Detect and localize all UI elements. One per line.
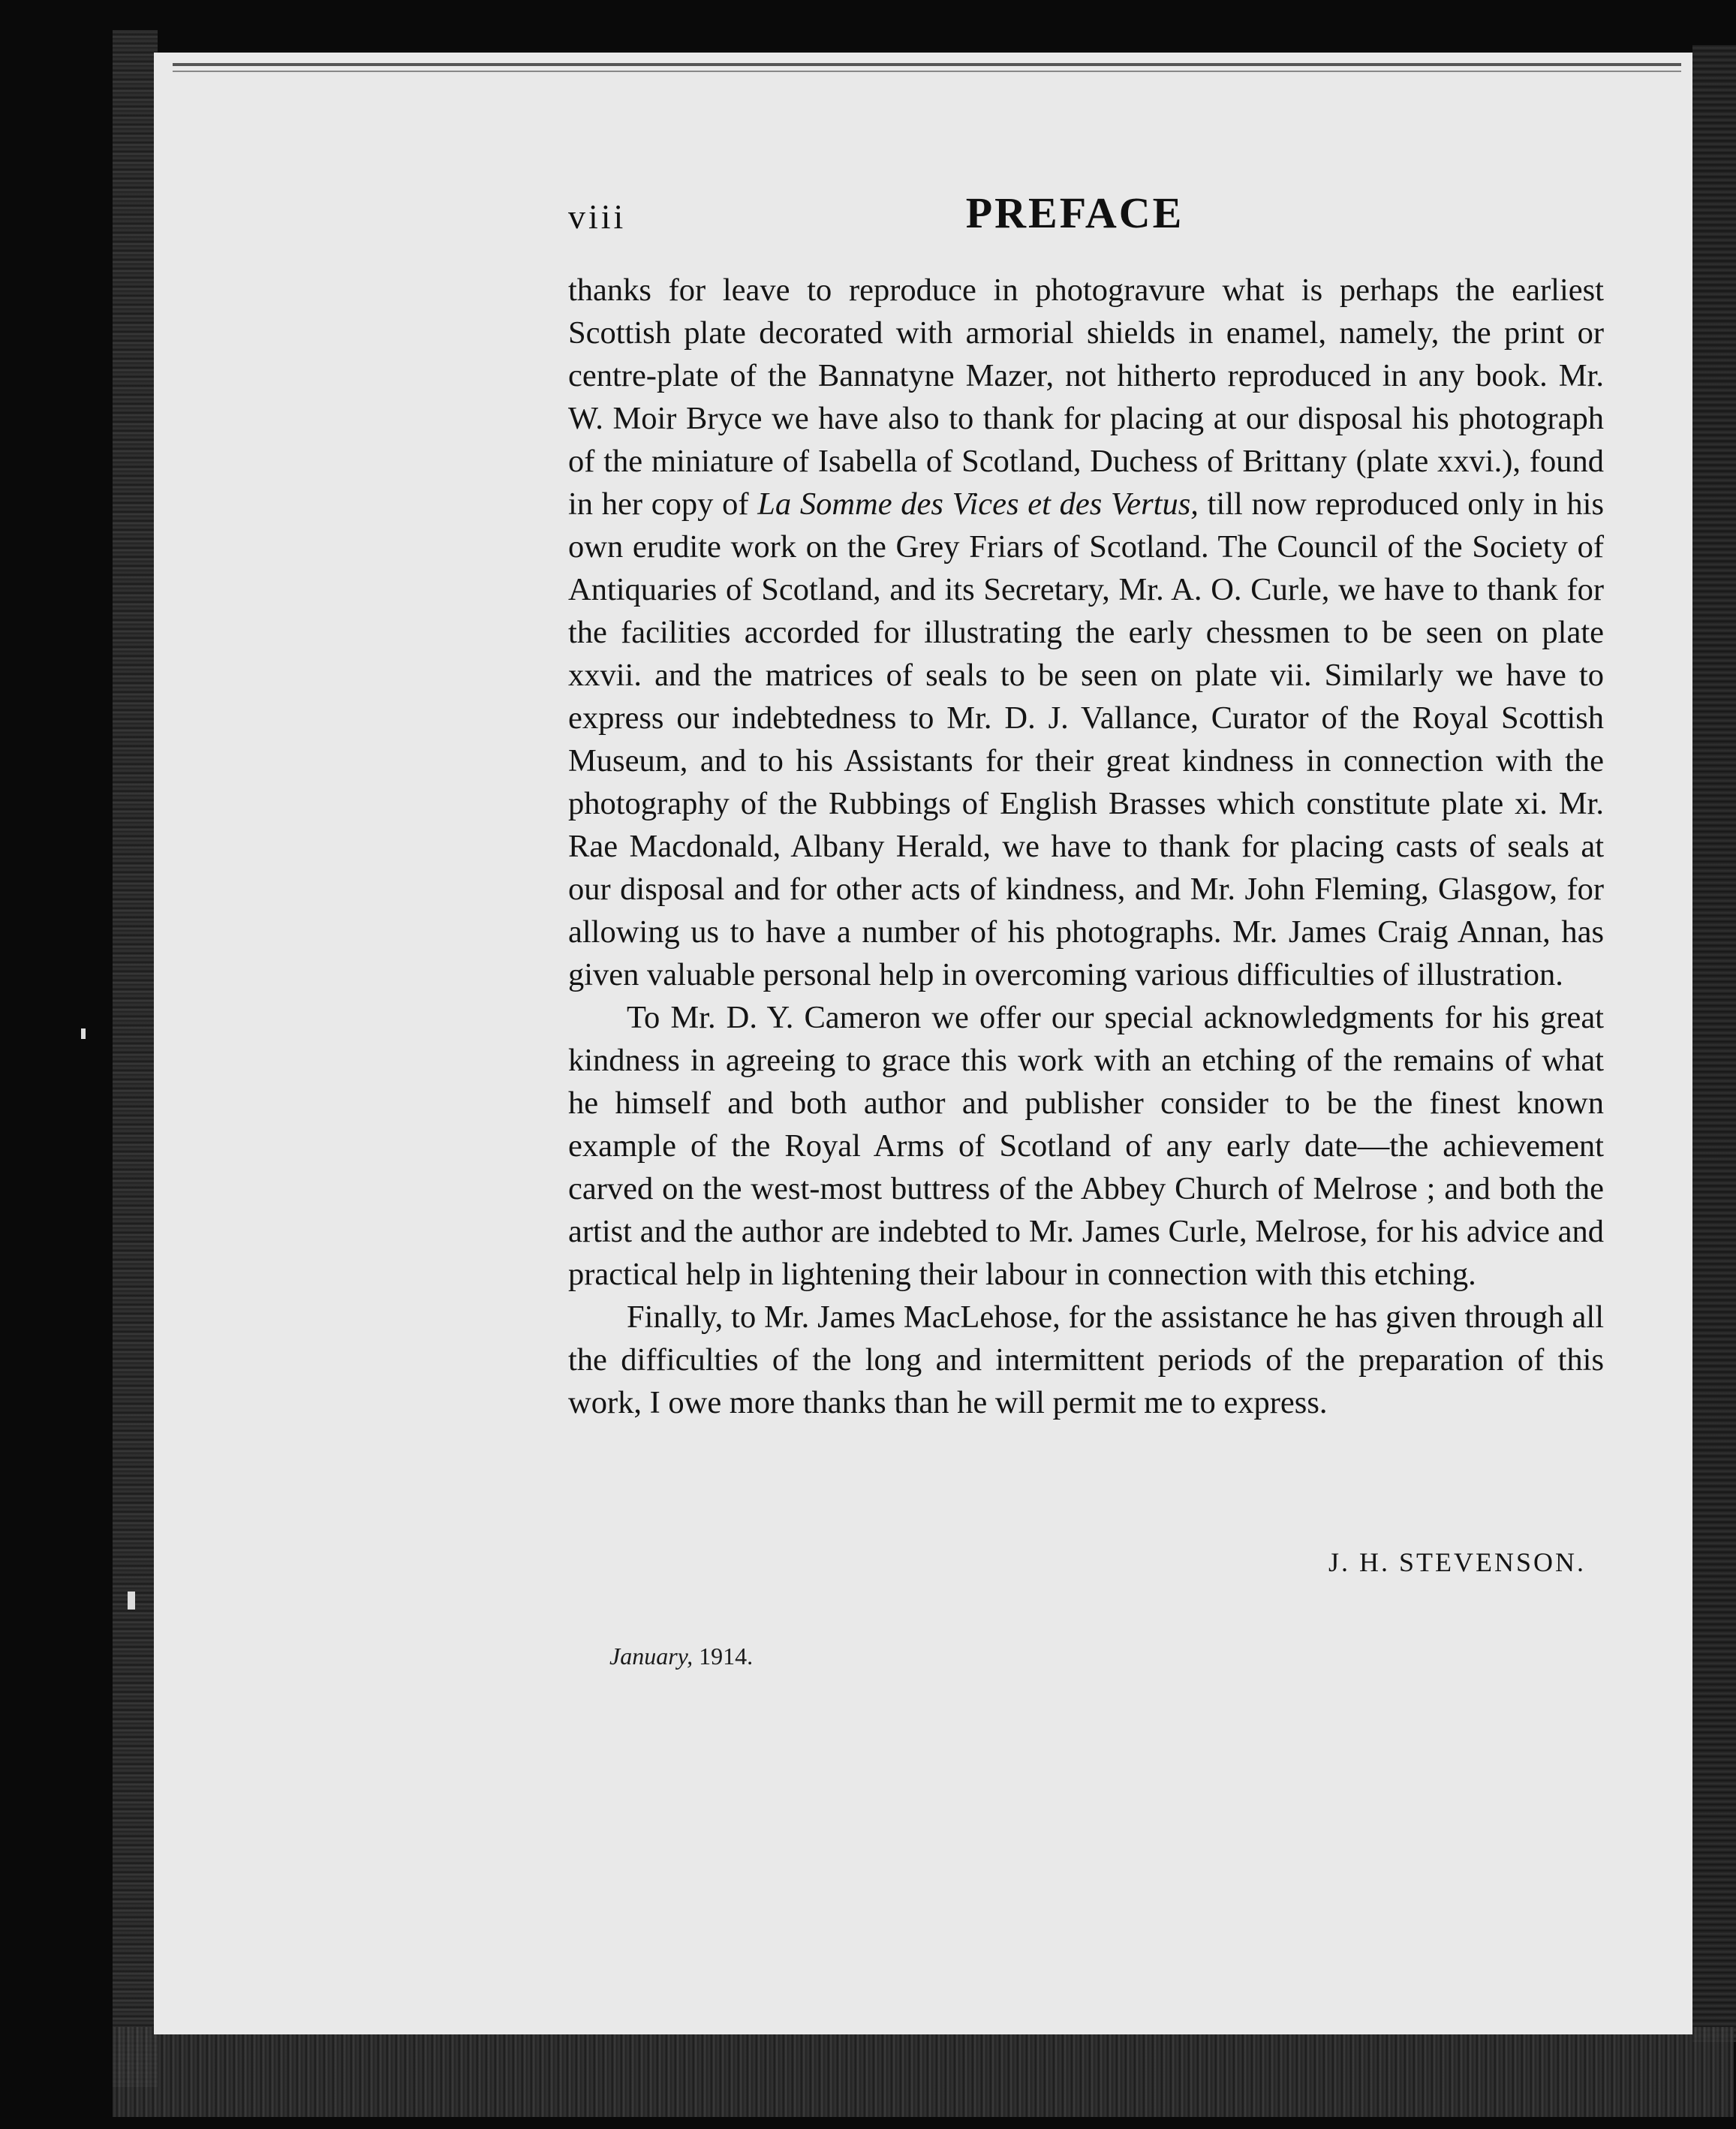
italic-title: La Somme des Vices et des Vertus,	[757, 486, 1199, 522]
paragraph-text: thanks for leave to reproduce in photogravure what is perhaps the earliest Scottish plate decorated with armorial shields in enamel, namely, the print or centre-plate of the Bannatyne Mazer, not hitherto reproduced in any book. Mr. W. Moir Bryce we have also to thank for placing at our disposal his photograph of the miniature of Isabella of Scotland, Duchess of Brittany (plate xxvi.), found in her copy of	[568, 273, 1604, 522]
paragraph-text: till now reproduced only in his own erudite work on the Grey Friars of Scotland. The Council of the Society of Antiquaries of Scotland, and its Secretary, Mr. A. O. Curle, we have to thank for the facilities accorded for illustrating the early chessmen to be seen on plate xxvii. and the matrices of seals to be seen on plate vii. Similarly we have to express our indebtedness to Mr. D. J. Vallance, Curator of the Royal Scottish Museum, and to his Assistants for their great kindness in connection with the photography of the Rubbings of English Brasses which constitute plate xi. Mr. Rae Macdonald, Albany Herald, we have to thank for placing casts of seals at our disposal and for other acts of kindness, and Mr. John Fleming, Glasgow, for allowing us to have a number of his photographs. Mr. James Craig Annan, has given valuable personal help in overcoming various difficulties of illustration.	[568, 486, 1604, 992]
paragraph-text: To Mr. D. Y. Cameron we offer our special acknowledgments for his great kindness in agreeing to grace this work with an etching of the remains of what he himself and both author and publisher consider to be the finest known example of the Royal Arms of Scotland of any early date—the achievement carved on the west-most buttress of the Abbey Church of Melrose ; and both the artist and the author are indebted to Mr. James Curle, Melrose, for his advice and practical help in lightening their labour in connection with this etching.	[568, 1000, 1604, 1292]
book-binding-edge	[113, 30, 158, 2087]
running-head	[568, 188, 1581, 248]
paragraph-text: Finally, to Mr. James MacLehose, for the assistance he has given through all the difficulties of the long and intermittent periods of the preparation of this work, I owe more thanks than he will permit me to express.	[568, 1299, 1604, 1420]
preface-paragraph	[568, 1296, 1604, 1424]
top-rule-secondary	[173, 71, 1681, 72]
page-title: PREFACE	[965, 188, 1184, 237]
preface-paragraph	[568, 996, 1604, 1296]
preface-body	[568, 269, 1604, 1424]
book-right-edge	[1692, 45, 1736, 2042]
author-signature: J. H. STEVENSON.	[1328, 1547, 1587, 1577]
scan-speck	[128, 1591, 135, 1610]
page-number: viii	[568, 197, 627, 236]
dateline-year: 1914.	[699, 1643, 754, 1670]
dateline-month: January,	[609, 1643, 693, 1670]
scan-speck	[81, 1028, 86, 1039]
book-bottom-edge	[113, 2027, 1734, 2117]
preface-paragraph	[568, 269, 1604, 996]
top-rule	[173, 63, 1681, 66]
dateline	[609, 1643, 753, 1670]
